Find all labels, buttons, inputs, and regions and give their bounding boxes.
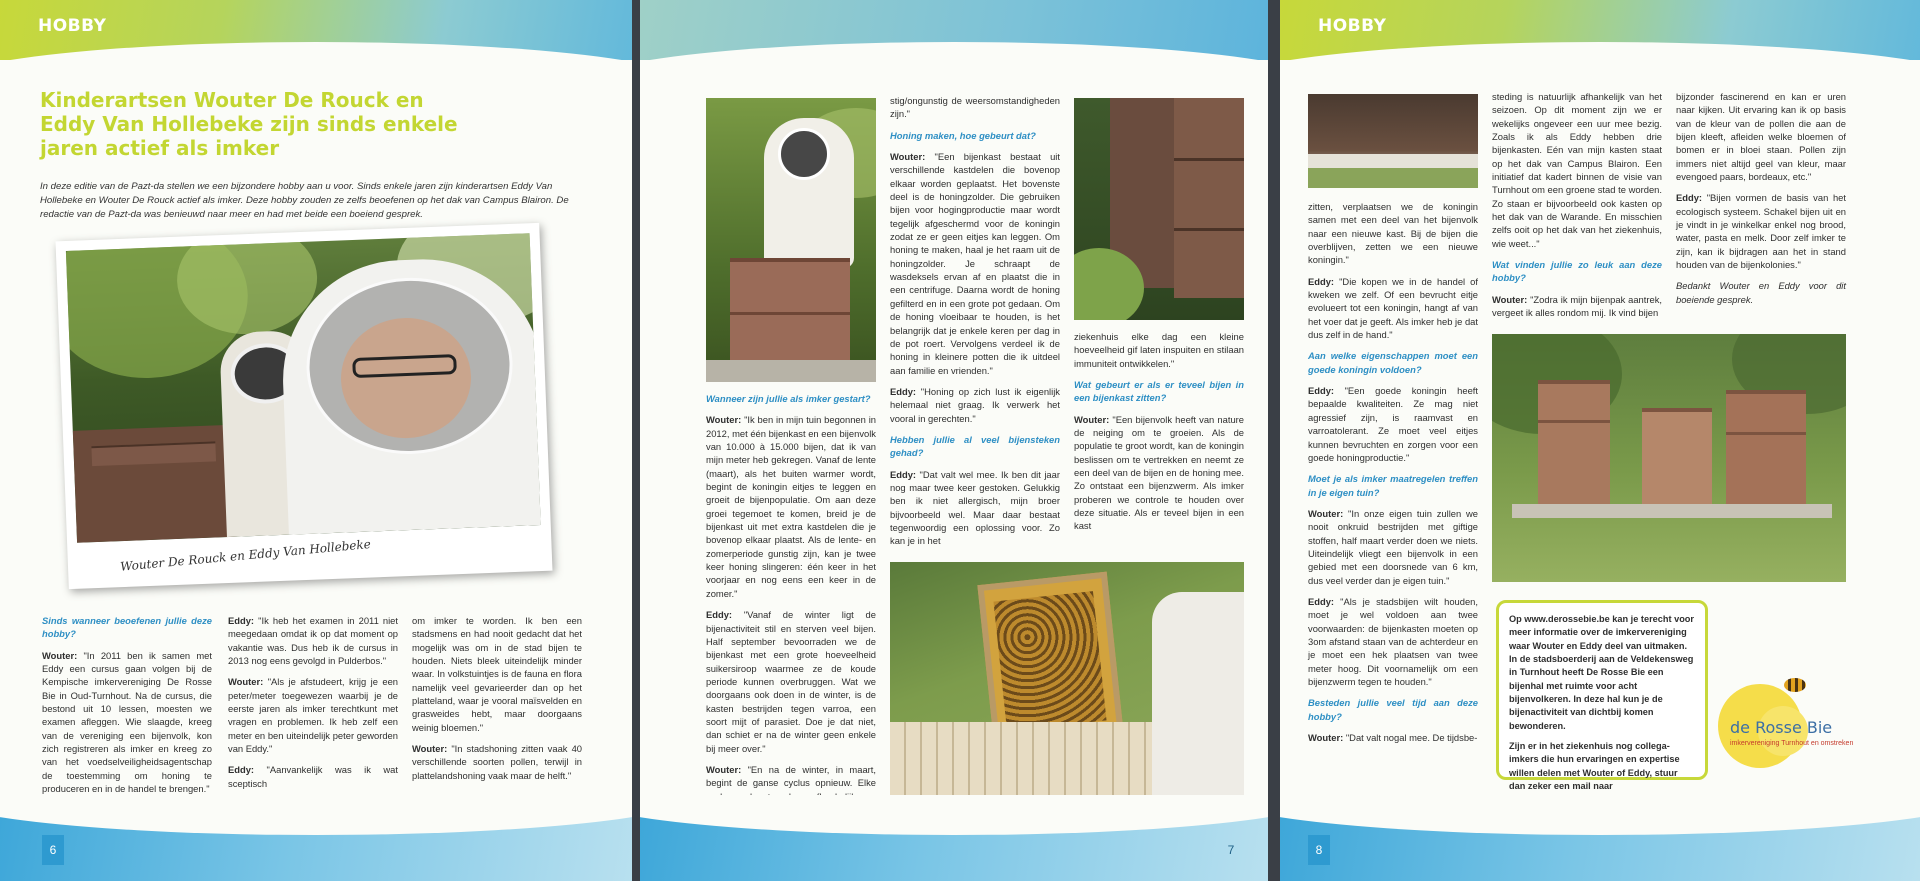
speaker-name: Wouter:: [706, 414, 742, 426]
top-band: [640, 0, 1268, 60]
answer-text: "Die kopen we in de handel of kweken we zelf. Of een bevrucht eitje evolueert tot een koningin, hangt af van het voer dat je geeft. Als imker heb je dat dus zelf in de hand.": [1308, 275, 1478, 341]
bee-icon: [1784, 678, 1806, 692]
answer-text: "Een bijenvolk heeft van nature de neiging om te groeien. Als de populatie te groot wordt, kan de koningin beslissen om te vertrekken en neemt ze een deel van de bijen en de honing mee. Zo ontstaat een bijenzwerm. Als imker proberen we controle te houden over deze situatie. Als er teveel bijen in een kast: [1074, 413, 1244, 532]
speaker-name: Eddy:: [1676, 192, 1703, 204]
answer-text: "Aanvankelijk was ik wat sceptisch: [228, 764, 398, 789]
answer-text: ziekenhuis elke dag een kleine hoeveelheid gif laten inspuiten en stilaan immuniteit ontwikkelen.": [1074, 331, 1244, 369]
answer-text: zitten, verplaatsen we de koningin samen met een deel van het bijenvolk naar een nieuwe kast. Bij de bijen die overblijven, zetten we een nieuwe koningin.": [1308, 201, 1478, 266]
speaker-name: Wouter:: [228, 676, 264, 688]
answer-text: stig/ongunstig de weersomstandigheden zijn.": [890, 95, 1060, 120]
closing-note: Bedankt Wouter en Eddy voor dit boeiende gesprek.: [1676, 280, 1846, 305]
info-box: [1496, 600, 1708, 792]
interview-question: Wanneer zijn jullie als imker gestart?: [706, 393, 871, 404]
speaker-name: Wouter:: [1074, 413, 1110, 425]
info-box-paragraph: Zijn er in het ziekenhuis nog collega-imkers die hun ervaringen en expertise willen delen met Wouter of Eddy, stuur dan zeker een mail naar: [1509, 741, 1680, 792]
honeycomb-frame-photo: [890, 562, 1244, 798]
answer-paragraph: [1308, 507, 1478, 587]
speaker-name: Eddy:: [228, 615, 255, 626]
answer-paragraph: [1308, 200, 1478, 267]
answer-text: "Zodra ik mijn bijenpak aantrek, vergeet ik alles rondom mij. Ik vind bijen: [1492, 293, 1662, 319]
article-column-3: [1074, 330, 1244, 541]
answer-text: "En na de winter, in maart, begint de ganse cyclus opnieuw. Elke: [706, 763, 876, 789]
answer-text: om imker te worden. Ik ben een stadsmens en had nooit gedacht dat het mogelijk was om in de stad bijen te houden. Niets bleek uiteindelijk minder waar. In volkstuintjes is de fauna en flora namelijk veel gevarieerder dan op het platteland, waar je vooral maïsvelden en grasweides hebt, maar doorgaans weinig bloemen.": [412, 615, 582, 733]
speaker-name: Eddy:: [1308, 385, 1335, 397]
answer-text: "Als je stadsbijen wilt houden, moet je wel voldoen aan twee voorwaarden: de bijenkasten moeten op 3om afstand staan van de achterdeur en je moet een hek plaatsen van twee meter hoog. Dit voornamelijk om een bijenzwerm tegen te houden.": [1308, 595, 1478, 687]
answer-paragraph: [1074, 330, 1244, 370]
speaker-name: Eddy:: [228, 764, 255, 776]
beekeepers-photo: [66, 233, 541, 543]
answer-paragraph: [228, 614, 398, 667]
answer-text: steding is natuurlijk afhankelijk van het seizoen. Op dit moment zijn we er wekelijks ongeveer een uur mee bezig. Zoals ik als Eddy hebben drie bijenkasten. Eén van mijn kasten staat op het dak van Campus Blairon. Een initiatief dat kadert binnen de visie van Turnhout om een groene stad te worden. Zo staan er bijvoorbeeld ook kasten op het dak van de Warande. En misschien zelfs ooit op het dak van het ziekenhuis, wie weet...": [1492, 91, 1662, 249]
speaker-name: Wouter:: [890, 151, 926, 163]
answer-paragraph: [1676, 90, 1846, 183]
answer-paragraph: [706, 608, 876, 755]
answer-text: "Als je afstudeert, krijg je een peter/meter toegewezen waarbij je de eerste jaren als imker terechtkunt met vragen en problemen. Ik heb zelf een meter en ben uiteindelijk peter geworden van Eddy.": [228, 676, 398, 755]
speaker-name: Wouter:: [1308, 507, 1344, 519]
interview-question: Wat gebeurt er als er teveel bijen in een bijenkast zitten?: [1074, 379, 1244, 404]
hives-garden-photo: [1492, 334, 1846, 582]
de-rosse-bie-logo: [1718, 678, 1872, 778]
speaker-name: Eddy:: [890, 468, 917, 480]
photo-caption: Wouter De Rouck en Eddy Van Hollebeke: [119, 536, 372, 574]
speaker-name: Wouter:: [1492, 293, 1528, 305]
speaker-name: Eddy:: [1308, 275, 1335, 287]
answer-paragraph: [890, 150, 1060, 377]
article-column-2: [228, 614, 398, 798]
section-label: HOBBY: [38, 16, 107, 36]
photo-beekeepers: [55, 223, 552, 589]
page-number: 8: [1308, 835, 1330, 865]
interview-question: Moet je als imker maatregelen treffen in je eigen tuin?: [1308, 473, 1478, 498]
answer-text: "Ik ben in mijn tuin begonnen in 2012, met één bijenkast en een bijenvolk van 10.000 à 15.000 bijen, dat ik van mijn meter heb gekregen. Vanaf de lente (maart), als het buiten warmer wordt, begint de koningin eitjes te leggen en groeit de bijenpopulatie. Om aan deze groei tegemoet te komen, breid je de bijenkast uit met extra kastdelen die je bovenop elkaar plaatst. Als de lente- en zomerperiode gunstig zijn, kan je twee keer honing slingeren: één keer in het voorjaar en nog eens een keer in de zomer.": [706, 414, 876, 599]
logo-name: de Rosse Bie: [1730, 718, 1833, 737]
bottom-band: [640, 815, 1268, 881]
article-column-1: [706, 392, 876, 824]
page-8: [1280, 0, 1920, 881]
article-column-1: [1308, 200, 1478, 752]
answer-paragraph: [228, 763, 398, 790]
article-column-2: [890, 94, 1060, 556]
hive-entrance-photo: [1308, 94, 1478, 188]
speaker-name: Wouter:: [1308, 732, 1344, 744]
page-6: [0, 0, 632, 881]
answer-text: "Een bijenkast bestaat uit verschillende kastdelen die bovenop elkaar worden geplaatst. Het bovenste deel is de honingzolder. Die gebruiken bijen voor hogingproductie maar wordt tegelijk afgeschermd voor de koningin zodat ze er geen eitjes kan leggen. Om honing te maken, haal je het raam uit de honingzolder. Je schraapt de wasdeksels ervan af en plaatst die in een centrifuge. Daarna wordt de honing gefilterd en in een grote pot gedaan. Om de honing vloeibaar te houden, is het belangrijk dat je enkele keren per dag in de pot roert. Vervolgens verdeel ik de honing in kleinere potten die ik uitdeel aan familie en vrienden.": [890, 151, 1060, 376]
answer-text: "Een goede koningin heeft bepaalde kwaliteiten. Ze mag niet agressief zijn, is raamvast en varroatolerant. Ze moet veel eitjes kunnen bevruchten en zorgen voor een goede honingproductie.": [1308, 385, 1478, 463]
speaker-name: Eddy:: [706, 609, 733, 621]
answer-paragraph: [42, 649, 212, 796]
answer-paragraph: [1074, 413, 1244, 533]
answer-text: "Ik heb het examen in 2011 niet meegedaan omdat ik op dat moment op vakantie was. Dus heb ik de cursus in 2013 nog eens gevolgd in Pulderbos.": [228, 615, 398, 667]
answer-paragraph: [1676, 191, 1846, 271]
answer-paragraph: [1308, 275, 1478, 342]
interview-question: Hebben jullie al veel bijensteken gehad?: [890, 433, 1060, 459]
answer-paragraph: [890, 94, 1060, 121]
bottom-band: [1280, 815, 1920, 881]
article-column-3: [1676, 90, 1846, 314]
interview-question: Aan welke eigenschappen moet een goede koningin voldoen?: [1308, 350, 1478, 375]
answer-text: bijzonder fascinerend en kan er uren naar kijken. Uit ervaring kan ik op basis van de kleur van de pollen die aan de bijen kleeft, afleiden welke bloemen of bomen er in bloei staan. Pollen zijn immers niet altijd geel van kleur, maar evengoed paars, bordeaux, etc.": [1676, 91, 1846, 183]
answer-text: "In onze eigen tuin zullen we nooit onkruid bestrijden met giftige stoffen, half maart verder doen we niets. Uiteindelijk vliegt een bijenvolk in een gebied met een doorsnede van 6 km, dus veel verder dan je eigen tuin.": [1308, 507, 1478, 586]
answer-text: "Honing op zich lust ik eigenlijk helemaal niet graag. Ik verwerk het vooral in gerechten.": [890, 385, 1060, 424]
answer-paragraph: [890, 468, 1060, 548]
answer-paragraph: [1308, 384, 1478, 464]
answer-paragraph: [412, 742, 582, 782]
logo-subtitle: imkervereniging Turnhout en omstreken: [1730, 740, 1854, 747]
page-7: [640, 0, 1268, 881]
answer-text: "Dat valt nogal mee. De tijdsbe-: [1343, 732, 1478, 744]
article-column-1: [42, 614, 212, 803]
speaker-name: Wouter:: [706, 763, 742, 775]
interview-question: Sinds wanneer beoefenen jullie deze hobby?: [42, 615, 212, 640]
answer-text: "In stadshoning zitten vaak 40 verschillende soorten pollen, terwijl in plattelandshoning vaak maar de helft.": [412, 743, 582, 781]
answer-paragraph: [228, 675, 398, 755]
interview-question: Wat vinden jullie zo leuk aan deze hobby?: [1492, 259, 1662, 284]
speaker-name: Eddy:: [890, 385, 917, 397]
answer-paragraph: [1492, 90, 1662, 250]
answer-paragraph: [1308, 595, 1478, 688]
speaker-name: Wouter:: [412, 743, 448, 755]
bottom-band: [0, 815, 632, 881]
speaker-name: Wouter:: [42, 649, 78, 661]
answer-paragraph: [412, 614, 582, 734]
answer-text: "In 2011 ben ik samen met Eddy een cursus gaan volgen bij de Kempische imkervereniging De Rosse Bie in Oud-Turnhout. Na de cursus, die bestond uit 10 lessen, moesten we examen afleggen. Wie slaagde, kreeg van de vereniging een bijenvolk, kon zich registreren als imker en kreeg zo van het voedselveiligheidsagentschap de toestemming om honing te produceren en in de handel te brengen.": [42, 649, 212, 795]
answer-text: "Bijen vormen de basis van het ecologisch systeem. Schakel bijen uit en je vindt in je winkelkar enkel nog brood, water, pasta en melk. Door zelf imker te zijn, kan ik bijdragen aan het in stand houden van de bijenkolonies.": [1676, 192, 1846, 271]
page-number: 6: [42, 835, 64, 865]
article-column-2: [1492, 90, 1662, 328]
answer-paragraph: [1308, 731, 1478, 744]
answer-paragraph: [1492, 293, 1662, 320]
answer-text: "Dat valt wel mee. Ik ben dit jaar nog maar twee keer gestoken. Gelukkig ben ik niet allergisch, mijn broer bijvoorbeeld wel. Maar daar bestaat tegenwoordig een oplossing voor. Zo kan je in het: [890, 468, 1060, 547]
interview-question: Honing maken, hoe gebeurt dat?: [890, 129, 1036, 141]
answer-paragraph: [706, 413, 876, 600]
page-number: 7: [1227, 843, 1235, 857]
speaker-name: Eddy:: [1308, 595, 1335, 607]
article-column-3: [412, 614, 582, 790]
section-label: HOBBY: [1318, 16, 1387, 36]
answer-text: "Vanaf de winter ligt de bijenactiviteit stil en sterven veel bijen. Half september bevoorraden we de bijenkast met een grote hoeveelheid suikersiroop waarmee ze de koude periode kunnen overbruggen. Wat we doorgaans ook doen in de winter, is de kasten bestrijden tegen varroa, een soort mijt of parasiet. Doe je dat niet, dan schiet er na de winter geen enkele bij meer over.": [706, 609, 876, 754]
article-headline: Kinderartsen Wouter De Rouck en Eddy Van Hollebeke zijn sinds enkele jaren actief als imker: [40, 88, 458, 160]
hive-stack-photo: [1074, 98, 1244, 320]
beekeeper-hive-photo: [706, 98, 876, 382]
answer-paragraph: [890, 385, 1060, 425]
interview-question: Besteden jullie veel tijd aan deze hobby?: [1308, 697, 1478, 722]
article-intro: In deze editie van de Pazt-da stellen we een bijzondere hobby aan u voor. Sinds enkele jaren zijn kinderartsen Eddy Van Hollebeke en Wouter De Rouck actief als imker. Deze hobby zouden ze zelfs beoefenen op het dak van Campus Blairon. De redactie van de Pazt-da was benieuwd naar meer en had met beide een boeiend gesprek.: [40, 181, 569, 220]
info-box-paragraph: Op www.derossebie.be kan je terecht voor meer informatie over de imkervereniging waar Wouter en Eddy deel van uitmaken. In de stadsboerderij aan de Veldekensweg in Turnhout heeft De Rosse Bie een bijenhal met ruimte voor acht bijenvolkeren. In deze hal kun je de bijenactiviteit van dichtbij komen bewonderen.: [1509, 614, 1694, 731]
